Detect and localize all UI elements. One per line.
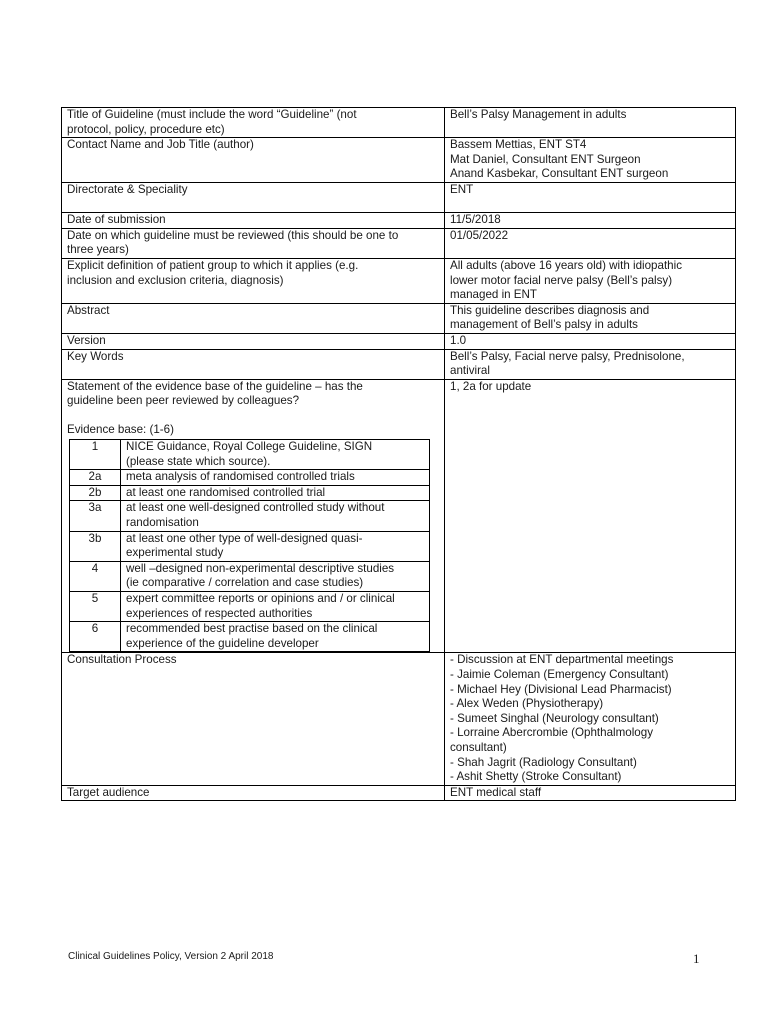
evidence-level-row: 2b at least one randomised controlled trial bbox=[70, 485, 430, 501]
row-patient-group bbox=[62, 258, 736, 303]
review-value: 01/05/2022 bbox=[445, 228, 736, 258]
evidence-level-row: 3a at least one well-designed controlled study without randomisation bbox=[70, 501, 430, 531]
patient-group-value: All adults (above 16 years old) with idiopathic lower motor facial nerve palsy (Bell’s palsy) managed in ENT bbox=[445, 258, 736, 303]
evidence-level-row: 5 expert committee reports or opinions and / or clinical experiences of respected authorities bbox=[70, 592, 430, 622]
row-keywords bbox=[62, 349, 736, 379]
evidence-level-row: 6 recommended best practise based on the clinical experience of the guideline developer bbox=[70, 622, 430, 652]
abstract-label: Abstract bbox=[62, 303, 445, 333]
row-version bbox=[62, 333, 736, 349]
contact-value: Bassem Mettias, ENT ST4 Mat Daniel, Consultant ENT Surgeon Anand Kasbekar, Consultant ENT surgeon bbox=[445, 138, 736, 183]
target-audience-label: Target audience bbox=[62, 785, 445, 801]
keywords-label: Key Words bbox=[62, 349, 445, 379]
evidence-label: Statement of the evidence base of the guideline – has the guideline been peer reviewed by colleagues? Evidence base: (1-6) 1 NICE Guidance, Royal College Guideline, SIGN (please state which source). 2a meta analysis of randomised controlled trials 2b at least one randomised controlled trial 3a at least one well-designed controlled study without randomisation 3b at least one other type of well-designed quasi- experimental study 4 well –designed non-experimental descriptive studies (ie comparative / correlation and case studies) 5 expert committee reports or opinions and / or clinical experiences of respected authorities 6 recommended best practise based on the clinical experience of the guideline developer bbox=[62, 379, 445, 653]
directorate-label: Directorate & Speciality bbox=[62, 182, 445, 212]
patient-group-label: Explicit definition of patient group to which it applies (e.g. inclusion and exclusion criteria, diagnosis) bbox=[62, 258, 445, 303]
row-consultation bbox=[62, 653, 736, 785]
page-number: 1 bbox=[693, 951, 700, 966]
abstract-value: This guideline describes diagnosis and management of Bell’s palsy in adults bbox=[445, 303, 736, 333]
submission-label: Date of submission bbox=[62, 213, 445, 229]
keywords-value: Bell’s Palsy, Facial nerve palsy, Prednisolone, antiviral bbox=[445, 349, 736, 379]
evidence-base-heading: Evidence base: (1-6) bbox=[67, 423, 174, 437]
evidence-levels-table bbox=[69, 439, 430, 652]
version-label: Version bbox=[62, 333, 445, 349]
row-evidence bbox=[62, 379, 736, 653]
evidence-level-row: 3b at least one other type of well-designed quasi- experimental study bbox=[70, 531, 430, 561]
title-label: Title of Guideline (must include the word “Guideline” (not protocol, policy, procedure etc) bbox=[62, 108, 445, 138]
version-value: 1.0 bbox=[445, 333, 736, 349]
footer-text: Clinical Guidelines Policy, Version 2 April 2018 bbox=[68, 951, 274, 962]
evidence-level-row: 1 NICE Guidance, Royal College Guideline, SIGN (please state which source). bbox=[70, 440, 430, 470]
row-directorate bbox=[62, 182, 736, 212]
row-title bbox=[62, 108, 736, 138]
submission-value: 11/5/2018 bbox=[445, 213, 736, 229]
row-target-audience bbox=[62, 785, 736, 801]
title-value: Bell’s Palsy Management in adults bbox=[445, 108, 736, 138]
review-label: Date on which guideline must be reviewed (this should be one to three years) bbox=[62, 228, 445, 258]
evidence-value: 1, 2a for update bbox=[445, 379, 736, 653]
target-audience-value: ENT medical staff bbox=[445, 785, 736, 801]
contact-label: Contact Name and Job Title (author) bbox=[62, 138, 445, 183]
row-contact bbox=[62, 138, 736, 183]
consultation-value: - Discussion at ENT departmental meetings - Jaimie Coleman (Emergency Consultant) - Michael Hey (Divisional Lead Pharmacist) - Alex Weden (Physiotherapy) - Sumeet Singhal (Neurology consultant) - Lorraine Abercrombie (Ophthalmology consultant) - Shah Jagrit (Radiology Consultant) - Ashit Shetty (Stroke Consultant) bbox=[445, 653, 736, 785]
guideline-info-table bbox=[61, 107, 736, 801]
row-submission bbox=[62, 213, 736, 229]
row-abstract bbox=[62, 303, 736, 333]
evidence-level-row: 2a meta analysis of randomised controlled trials bbox=[70, 470, 430, 486]
evidence-level-row: 4 well –designed non-experimental descriptive studies (ie comparative / correlation and case studies) bbox=[70, 561, 430, 591]
directorate-value: ENT bbox=[445, 182, 736, 212]
consultation-label: Consultation Process bbox=[62, 653, 445, 785]
row-review bbox=[62, 228, 736, 258]
